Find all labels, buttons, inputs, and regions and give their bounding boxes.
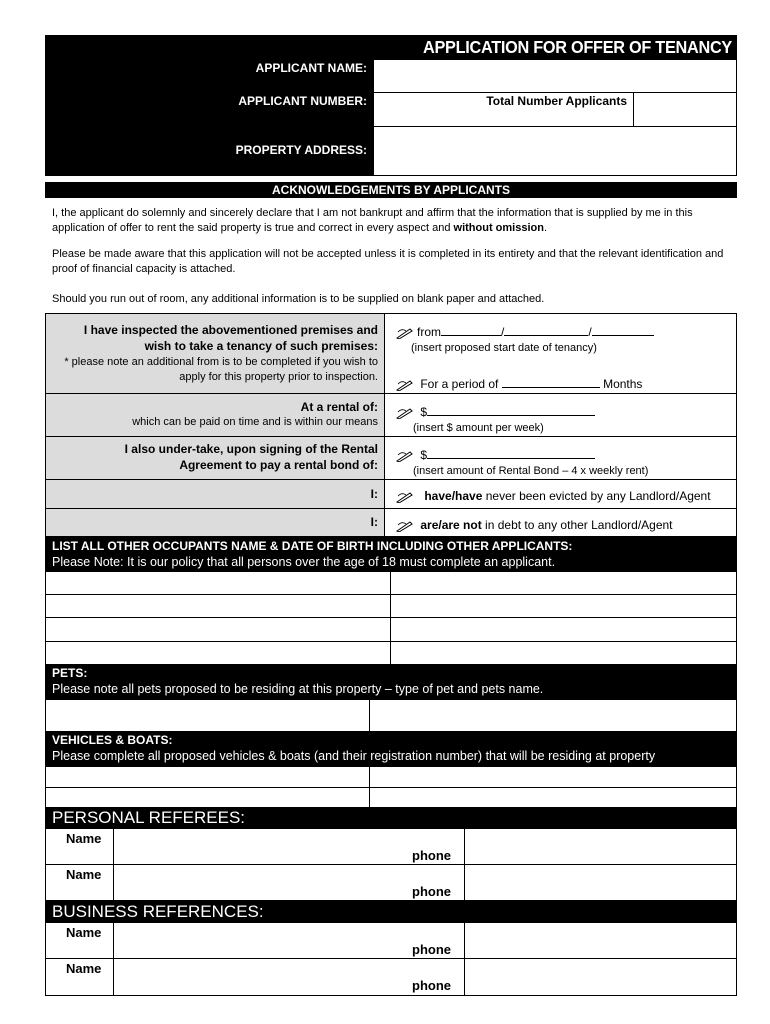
start-date-note: (insert proposed start date of tenancy) <box>411 342 597 354</box>
period-months-field[interactable] <box>502 375 600 388</box>
start-year-field[interactable] <box>592 323 654 336</box>
applicant-name-label: APPLICANT NAME: <box>255 61 367 75</box>
referee-phone-label: phone <box>412 848 451 863</box>
vehicle-field[interactable] <box>370 767 736 787</box>
bond-amount-row <box>396 446 736 462</box>
property-address-field[interactable] <box>374 127 737 176</box>
debt-i-label: I: <box>370 515 378 529</box>
ack-paragraph-1 <box>52 206 736 236</box>
property-address-label: PROPERTY ADDRESS: <box>235 143 367 157</box>
occupant-field[interactable] <box>46 572 389 594</box>
total-applicants-label: Total Number Applicants <box>486 94 627 108</box>
occupant-field[interactable] <box>46 642 389 664</box>
referee-name-field[interactable] <box>114 829 463 864</box>
occupants-heading: LIST ALL OTHER OCCUPANTS NAME & DATE OF BIRTH INCLUDING OTHER APPLICANTS: <box>52 539 573 553</box>
ack-p1-text: I, the applicant do solemnly and sincerely declare that I am not bankrupt and affirm that the information that is supplied by me in this application of offer to rent the said property is true and correct in every aspect and <box>52 207 693 234</box>
referee-phone-label: phone <box>412 884 451 899</box>
referee-name-label: Name <box>66 831 102 846</box>
dollar-sign: $ <box>420 448 428 462</box>
page-title: APPLICATION FOR OFFER OF TENANCY <box>422 37 732 57</box>
pen-writing-icon <box>396 327 414 339</box>
date-slash: / <box>588 325 592 339</box>
rental-amount-field[interactable] <box>427 403 595 416</box>
occupant-field[interactable] <box>391 595 736 617</box>
total-applicants-field[interactable] <box>634 93 737 126</box>
inspect-statement: I have inspected the abovementioned premises and wish to take a tenancy of such premises: <box>83 323 378 353</box>
personal-heading: PERSONAL REFEREES: <box>52 808 246 827</box>
period-label: For a period of <box>420 377 499 391</box>
vehicles-note: Please complete all proposed vehicles & boats (and their registration number) that will be residing at property <box>52 749 656 763</box>
start-day-field[interactable] <box>441 323 501 336</box>
referee-name-label: Name <box>66 867 102 882</box>
business-heading: BUSINESS REFERENCES: <box>52 902 264 921</box>
ack-paragraph-3: Should you run out of room, any additional information is to be supplied on blank paper and attached. <box>52 293 545 305</box>
start-month-field[interactable] <box>504 323 588 336</box>
business-phone-label: phone <box>412 978 451 993</box>
referee-phone-field[interactable] <box>465 829 736 864</box>
referee-phone-field[interactable] <box>465 865 736 900</box>
date-slash: / <box>501 325 505 339</box>
months-label: Months <box>603 377 643 391</box>
dollar-sign: $ <box>420 405 428 419</box>
occupants-note: Please Note: It is our policy that all persons over the age of 18 must complete an applicant. <box>52 555 556 569</box>
debt-row[interactable] <box>396 518 736 532</box>
occupant-field[interactable] <box>391 618 736 640</box>
occupant-field[interactable] <box>46 595 389 617</box>
occupant-field[interactable] <box>391 642 736 664</box>
pen-writing-icon <box>396 407 414 419</box>
business-name-label: Name <box>66 961 102 976</box>
business-name-field[interactable] <box>114 923 463 958</box>
debt-text: in debt to any other Landlord/Agent <box>485 518 673 532</box>
pen-writing-icon <box>396 379 414 391</box>
pen-writing-icon <box>396 450 414 462</box>
ack-paragraph-2: Please be made aware that this application will not be accepted unless it is completed in its entirety and that the relevant identification and proof of financial capacity is attached. <box>52 248 724 275</box>
bond-amount-field[interactable] <box>427 446 595 459</box>
pets-note: Please note all pets proposed to be residing at this property – type of pet and pets name. <box>52 682 544 696</box>
ack-p1-bold: without omission <box>453 222 544 234</box>
debt-choice: are/are not <box>420 518 482 532</box>
business-name-field[interactable] <box>114 959 463 995</box>
bond-amount-note: (insert amount of Rental Bond – 4 x weekly rent) <box>413 465 649 477</box>
bond-statement: I also under-take, upon signing of the Rental Agreement to pay a rental bond of: <box>124 442 378 472</box>
vehicle-field[interactable] <box>46 788 368 807</box>
period-row <box>396 375 736 391</box>
evicted-i-label: I: <box>370 487 378 501</box>
business-phone-label: phone <box>412 942 451 957</box>
business-phone-field[interactable] <box>465 959 736 995</box>
vehicle-field[interactable] <box>46 767 368 787</box>
pet-name-field[interactable] <box>370 700 736 731</box>
referee-name-field[interactable] <box>114 865 463 900</box>
evicted-text: never been evicted by any Landlord/Agent <box>485 489 711 503</box>
business-phone-field[interactable] <box>465 923 736 958</box>
vehicles-heading: VEHICLES & BOATS: <box>52 733 173 747</box>
from-label: from <box>417 325 441 339</box>
applicant-number-label: APPLICANT NUMBER: <box>238 94 367 108</box>
pet-type-field[interactable] <box>46 700 368 731</box>
pets-heading: PETS: <box>52 666 88 680</box>
rental-amount-note: (insert $ amount per week) <box>413 422 544 434</box>
pen-writing-icon <box>396 520 414 532</box>
evicted-row[interactable] <box>396 489 736 503</box>
rental-note: which can be paid on time and is within our means <box>132 416 378 428</box>
rental-amount-row <box>396 403 736 419</box>
start-date-row <box>396 323 736 339</box>
ack-heading: ACKNOWLEDGEMENTS BY APPLICANTS <box>45 182 737 198</box>
applicant-name-field[interactable] <box>374 60 737 92</box>
business-name-label: Name <box>66 925 102 940</box>
occupant-field[interactable] <box>391 572 736 594</box>
vehicle-field[interactable] <box>370 788 736 807</box>
ack-p1-end: . <box>543 222 548 234</box>
pen-writing-icon <box>396 491 414 503</box>
evicted-choice: have/have <box>424 489 483 503</box>
occupant-field[interactable] <box>46 618 389 640</box>
inspect-note: * please note an additional from is to be completed if you wish to apply for this property prior to inspection. <box>64 356 378 383</box>
rental-statement: At a rental of: <box>300 400 378 414</box>
